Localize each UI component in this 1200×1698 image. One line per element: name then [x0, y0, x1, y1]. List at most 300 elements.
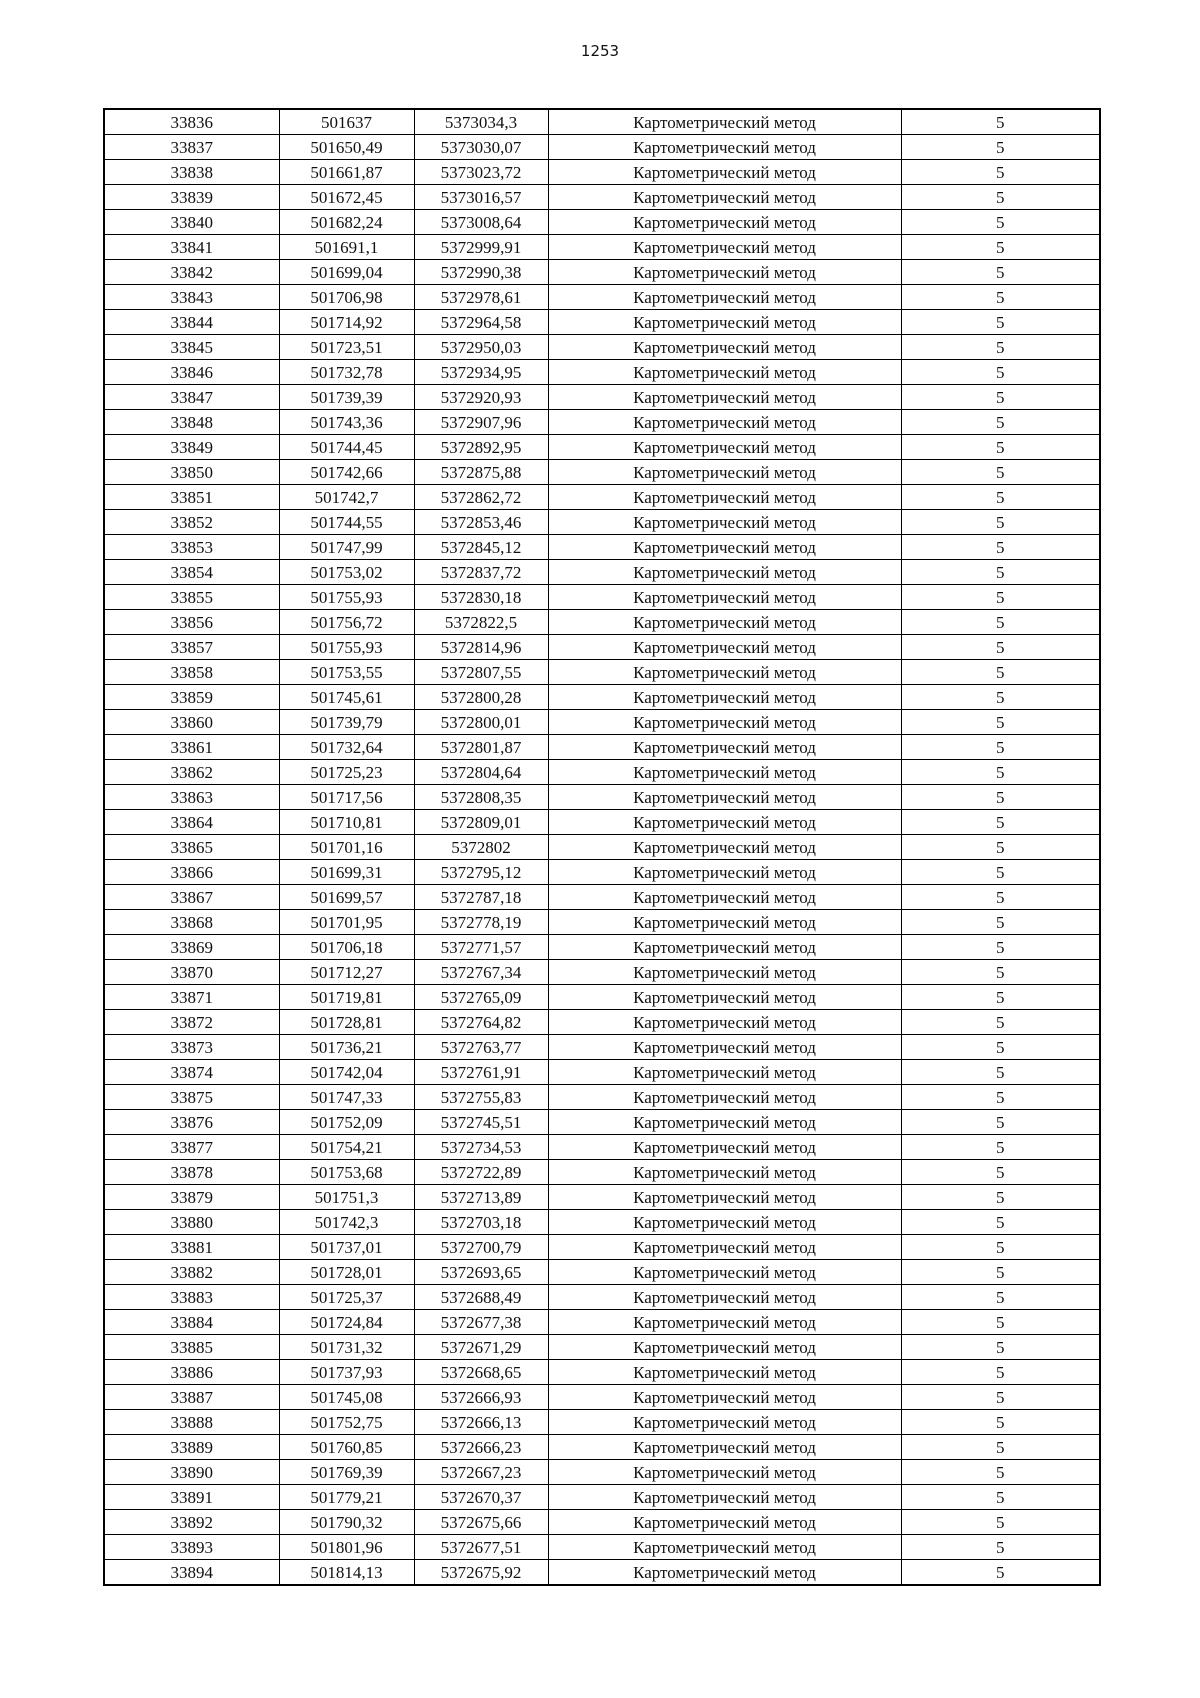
table-row: [104, 135, 1100, 160]
method-cell: Картометрический метод: [548, 735, 901, 760]
accuracy-cell: 5: [901, 385, 1100, 410]
method-cell: Картометрический метод: [548, 235, 901, 260]
y-coordinate-cell: 5372666,23: [414, 1435, 548, 1460]
y-coordinate-cell: 5372795,12: [414, 860, 548, 885]
point-number-cell: 33844: [104, 310, 279, 335]
y-coordinate-cell: 5372837,72: [414, 560, 548, 585]
point-number-cell: 33887: [104, 1385, 279, 1410]
y-coordinate-cell: 5372907,96: [414, 410, 548, 435]
method-cell: Картометрический метод: [548, 260, 901, 285]
method-cell: Картометрический метод: [548, 460, 901, 485]
x-coordinate-cell: 501743,36: [279, 410, 414, 435]
method-cell: Картометрический метод: [548, 610, 901, 635]
y-coordinate-cell: 5372761,91: [414, 1060, 548, 1085]
point-number-cell: 33877: [104, 1135, 279, 1160]
x-coordinate-cell: 501724,84: [279, 1310, 414, 1335]
y-coordinate-cell: 5372765,09: [414, 985, 548, 1010]
x-coordinate-cell: 501769,39: [279, 1460, 414, 1485]
point-number-cell: 33860: [104, 710, 279, 735]
y-coordinate-cell: 5372713,89: [414, 1185, 548, 1210]
method-cell: Картометрический метод: [548, 160, 901, 185]
table-row: [104, 535, 1100, 560]
accuracy-cell: 5: [901, 1310, 1100, 1335]
x-coordinate-cell: 501751,3: [279, 1185, 414, 1210]
point-number-cell: 33870: [104, 960, 279, 985]
y-coordinate-cell: 5372892,95: [414, 435, 548, 460]
point-number-cell: 33863: [104, 785, 279, 810]
y-coordinate-cell: 5373016,57: [414, 185, 548, 210]
x-coordinate-cell: 501755,93: [279, 635, 414, 660]
table-row: [104, 360, 1100, 385]
y-coordinate-cell: 5372671,29: [414, 1335, 548, 1360]
x-coordinate-cell: 501650,49: [279, 135, 414, 160]
point-number-cell: 33880: [104, 1210, 279, 1235]
point-number-cell: 33845: [104, 335, 279, 360]
point-number-cell: 33846: [104, 360, 279, 385]
accuracy-cell: 5: [901, 210, 1100, 235]
point-number-cell: 33843: [104, 285, 279, 310]
x-coordinate-cell: 501760,85: [279, 1435, 414, 1460]
method-cell: Картометрический метод: [548, 660, 901, 685]
point-number-cell: 33861: [104, 735, 279, 760]
table-row: [104, 1085, 1100, 1110]
method-cell: Картометрический метод: [548, 410, 901, 435]
y-coordinate-cell: 5372675,66: [414, 1510, 548, 1535]
x-coordinate-cell: 501736,21: [279, 1035, 414, 1060]
y-coordinate-cell: 5373030,07: [414, 135, 548, 160]
x-coordinate-cell: 501719,81: [279, 985, 414, 1010]
table-row: [104, 210, 1100, 235]
method-cell: Картометрический метод: [548, 1235, 901, 1260]
accuracy-cell: 5: [901, 1085, 1100, 1110]
table-row: [104, 560, 1100, 585]
point-number-cell: 33888: [104, 1410, 279, 1435]
accuracy-cell: 5: [901, 1285, 1100, 1310]
table-row: [104, 1210, 1100, 1235]
point-number-cell: 33839: [104, 185, 279, 210]
point-number-cell: 33853: [104, 535, 279, 560]
x-coordinate-cell: 501723,51: [279, 335, 414, 360]
x-coordinate-cell: 501672,45: [279, 185, 414, 210]
method-cell: Картометрический метод: [548, 1085, 901, 1110]
x-coordinate-cell: 501744,45: [279, 435, 414, 460]
method-cell: Картометрический метод: [548, 1160, 901, 1185]
point-number-cell: 33879: [104, 1185, 279, 1210]
x-coordinate-cell: 501744,55: [279, 510, 414, 535]
accuracy-cell: 5: [901, 485, 1100, 510]
x-coordinate-cell: 501745,61: [279, 685, 414, 710]
table-row: [104, 910, 1100, 935]
x-coordinate-cell: 501701,95: [279, 910, 414, 935]
table-row: [104, 160, 1100, 185]
table-row: [104, 760, 1100, 785]
y-coordinate-cell: 5372853,46: [414, 510, 548, 535]
method-cell: Картометрический метод: [548, 1410, 901, 1435]
y-coordinate-cell: 5372807,55: [414, 660, 548, 685]
point-number-cell: 33864: [104, 810, 279, 835]
point-number-cell: 33873: [104, 1035, 279, 1060]
coordinates-table: [103, 108, 1101, 1586]
accuracy-cell: 5: [901, 1010, 1100, 1035]
method-cell: Картометрический метод: [548, 1260, 901, 1285]
x-coordinate-cell: 501756,72: [279, 610, 414, 635]
accuracy-cell: 5: [901, 310, 1100, 335]
accuracy-cell: 5: [901, 1360, 1100, 1385]
point-number-cell: 33890: [104, 1460, 279, 1485]
x-coordinate-cell: 501637: [279, 109, 414, 135]
accuracy-cell: 5: [901, 285, 1100, 310]
accuracy-cell: 5: [901, 1410, 1100, 1435]
y-coordinate-cell: 5372800,01: [414, 710, 548, 735]
table-row: [104, 810, 1100, 835]
method-cell: Картометрический метод: [548, 1535, 901, 1560]
accuracy-cell: 5: [901, 1160, 1100, 1185]
table-row: [104, 885, 1100, 910]
point-number-cell: 33868: [104, 910, 279, 935]
x-coordinate-cell: 501699,04: [279, 260, 414, 285]
point-number-cell: 33878: [104, 1160, 279, 1185]
method-cell: Картометрический метод: [548, 385, 901, 410]
accuracy-cell: 5: [901, 460, 1100, 485]
y-coordinate-cell: 5372764,82: [414, 1010, 548, 1035]
accuracy-cell: 5: [901, 1110, 1100, 1135]
point-number-cell: 33840: [104, 210, 279, 235]
x-coordinate-cell: 501706,18: [279, 935, 414, 960]
method-cell: Картометрический метод: [548, 1560, 901, 1586]
point-number-cell: 33893: [104, 1535, 279, 1560]
point-number-cell: 33865: [104, 835, 279, 860]
accuracy-cell: 5: [901, 810, 1100, 835]
x-coordinate-cell: 501752,09: [279, 1110, 414, 1135]
point-number-cell: 33855: [104, 585, 279, 610]
x-coordinate-cell: 501732,64: [279, 735, 414, 760]
x-coordinate-cell: 501725,37: [279, 1285, 414, 1310]
accuracy-cell: 5: [901, 735, 1100, 760]
table-row: [104, 510, 1100, 535]
y-coordinate-cell: 5372830,18: [414, 585, 548, 610]
accuracy-cell: 5: [901, 1335, 1100, 1360]
x-coordinate-cell: 501742,3: [279, 1210, 414, 1235]
point-number-cell: 33857: [104, 635, 279, 660]
point-number-cell: 33847: [104, 385, 279, 410]
accuracy-cell: 5: [901, 1260, 1100, 1285]
y-coordinate-cell: 5372693,65: [414, 1260, 548, 1285]
x-coordinate-cell: 501701,16: [279, 835, 414, 860]
method-cell: Картометрический метод: [548, 1435, 901, 1460]
accuracy-cell: 5: [901, 1135, 1100, 1160]
accuracy-cell: 5: [901, 1435, 1100, 1460]
accuracy-cell: 5: [901, 710, 1100, 735]
y-coordinate-cell: 5372677,51: [414, 1535, 548, 1560]
accuracy-cell: 5: [901, 635, 1100, 660]
y-coordinate-cell: 5372666,13: [414, 1410, 548, 1435]
point-number-cell: 33881: [104, 1235, 279, 1260]
y-coordinate-cell: 5372809,01: [414, 810, 548, 835]
y-coordinate-cell: 5372822,5: [414, 610, 548, 635]
table-row: [104, 1560, 1100, 1586]
y-coordinate-cell: 5373034,3: [414, 109, 548, 135]
x-coordinate-cell: 501801,96: [279, 1535, 414, 1560]
table-row: [104, 260, 1100, 285]
y-coordinate-cell: 5372722,89: [414, 1160, 548, 1185]
x-coordinate-cell: 501739,39: [279, 385, 414, 410]
y-coordinate-cell: 5373023,72: [414, 160, 548, 185]
point-number-cell: 33884: [104, 1310, 279, 1335]
table-row: [104, 860, 1100, 885]
accuracy-cell: 5: [901, 1535, 1100, 1560]
x-coordinate-cell: 501752,75: [279, 1410, 414, 1435]
table-row: [104, 1060, 1100, 1085]
table-row: [104, 109, 1100, 135]
point-number-cell: 33891: [104, 1485, 279, 1510]
accuracy-cell: 5: [901, 610, 1100, 635]
table-row: [104, 1110, 1100, 1135]
point-number-cell: 33838: [104, 160, 279, 185]
x-coordinate-cell: 501814,13: [279, 1560, 414, 1586]
accuracy-cell: 5: [901, 1460, 1100, 1485]
point-number-cell: 33875: [104, 1085, 279, 1110]
method-cell: Картометрический метод: [548, 1460, 901, 1485]
table-row: [104, 410, 1100, 435]
point-number-cell: 33894: [104, 1560, 279, 1586]
point-number-cell: 33851: [104, 485, 279, 510]
table-row: [104, 1010, 1100, 1035]
accuracy-cell: 5: [901, 985, 1100, 1010]
y-coordinate-cell: 5372920,93: [414, 385, 548, 410]
point-number-cell: 33849: [104, 435, 279, 460]
x-coordinate-cell: 501737,01: [279, 1235, 414, 1260]
accuracy-cell: 5: [901, 185, 1100, 210]
accuracy-cell: 5: [901, 585, 1100, 610]
point-number-cell: 33885: [104, 1335, 279, 1360]
y-coordinate-cell: 5372666,93: [414, 1385, 548, 1410]
point-number-cell: 33856: [104, 610, 279, 635]
x-coordinate-cell: 501661,87: [279, 160, 414, 185]
table-row: [104, 435, 1100, 460]
point-number-cell: 33836: [104, 109, 279, 135]
accuracy-cell: 5: [901, 1060, 1100, 1085]
table-row: [104, 785, 1100, 810]
accuracy-cell: 5: [901, 935, 1100, 960]
y-coordinate-cell: 5372978,61: [414, 285, 548, 310]
table-row: [104, 385, 1100, 410]
method-cell: Картометрический метод: [548, 685, 901, 710]
method-cell: Картометрический метод: [548, 935, 901, 960]
table-row: [104, 710, 1100, 735]
method-cell: Картометрический метод: [548, 109, 901, 135]
x-coordinate-cell: 501779,21: [279, 1485, 414, 1510]
y-coordinate-cell: 5373008,64: [414, 210, 548, 235]
method-cell: Картометрический метод: [548, 1010, 901, 1035]
accuracy-cell: 5: [901, 1235, 1100, 1260]
table-row: [104, 1535, 1100, 1560]
point-number-cell: 33872: [104, 1010, 279, 1035]
point-number-cell: 33889: [104, 1435, 279, 1460]
table-row: [104, 1260, 1100, 1285]
y-coordinate-cell: 5372767,34: [414, 960, 548, 985]
y-coordinate-cell: 5372950,03: [414, 335, 548, 360]
accuracy-cell: 5: [901, 885, 1100, 910]
x-coordinate-cell: 501682,24: [279, 210, 414, 235]
method-cell: Картометрический метод: [548, 635, 901, 660]
method-cell: Картометрический метод: [548, 960, 901, 985]
point-number-cell: 33886: [104, 1360, 279, 1385]
accuracy-cell: 5: [901, 1185, 1100, 1210]
method-cell: Картометрический метод: [548, 560, 901, 585]
y-coordinate-cell: 5372688,49: [414, 1285, 548, 1310]
x-coordinate-cell: 501739,79: [279, 710, 414, 735]
x-coordinate-cell: 501737,93: [279, 1360, 414, 1385]
accuracy-cell: 5: [901, 435, 1100, 460]
accuracy-cell: 5: [901, 910, 1100, 935]
accuracy-cell: 5: [901, 510, 1100, 535]
x-coordinate-cell: 501754,21: [279, 1135, 414, 1160]
x-coordinate-cell: 501731,32: [279, 1335, 414, 1360]
method-cell: Картометрический метод: [548, 860, 901, 885]
method-cell: Картометрический метод: [548, 835, 901, 860]
table-row: [104, 1160, 1100, 1185]
y-coordinate-cell: 5372800,28: [414, 685, 548, 710]
method-cell: Картометрический метод: [548, 785, 901, 810]
y-coordinate-cell: 5372964,58: [414, 310, 548, 335]
y-coordinate-cell: 5372808,35: [414, 785, 548, 810]
table-row: [104, 1435, 1100, 1460]
accuracy-cell: 5: [901, 685, 1100, 710]
accuracy-cell: 5: [901, 660, 1100, 685]
page-number: 1253: [580, 42, 620, 60]
table-row: [104, 235, 1100, 260]
table-row: [104, 1460, 1100, 1485]
accuracy-cell: 5: [901, 135, 1100, 160]
method-cell: Картометрический метод: [548, 1110, 901, 1135]
point-number-cell: 33842: [104, 260, 279, 285]
point-number-cell: 33852: [104, 510, 279, 535]
method-cell: Картометрический метод: [548, 485, 901, 510]
accuracy-cell: 5: [901, 785, 1100, 810]
accuracy-cell: 5: [901, 335, 1100, 360]
table-row: [104, 1335, 1100, 1360]
point-number-cell: 33869: [104, 935, 279, 960]
x-coordinate-cell: 501747,33: [279, 1085, 414, 1110]
point-number-cell: 33892: [104, 1510, 279, 1535]
x-coordinate-cell: 501728,01: [279, 1260, 414, 1285]
method-cell: Картометрический метод: [548, 710, 901, 735]
y-coordinate-cell: 5372801,87: [414, 735, 548, 760]
method-cell: Картометрический метод: [548, 985, 901, 1010]
point-number-cell: 33866: [104, 860, 279, 885]
table-row: [104, 1385, 1100, 1410]
method-cell: Картометрический метод: [548, 885, 901, 910]
y-coordinate-cell: 5372745,51: [414, 1110, 548, 1135]
accuracy-cell: 5: [901, 235, 1100, 260]
method-cell: Картометрический метод: [548, 360, 901, 385]
method-cell: Картометрический метод: [548, 1285, 901, 1310]
x-coordinate-cell: 501699,31: [279, 860, 414, 885]
table-row: [104, 735, 1100, 760]
accuracy-cell: 5: [901, 1210, 1100, 1235]
method-cell: Картометрический метод: [548, 1035, 901, 1060]
y-coordinate-cell: 5372667,23: [414, 1460, 548, 1485]
x-coordinate-cell: 501725,23: [279, 760, 414, 785]
point-number-cell: 33876: [104, 1110, 279, 1135]
accuracy-cell: 5: [901, 760, 1100, 785]
y-coordinate-cell: 5372875,88: [414, 460, 548, 485]
table-row: [104, 660, 1100, 685]
y-coordinate-cell: 5372700,79: [414, 1235, 548, 1260]
method-cell: Картометрический метод: [548, 435, 901, 460]
point-number-cell: 33862: [104, 760, 279, 785]
point-number-cell: 33874: [104, 1060, 279, 1085]
y-coordinate-cell: 5372845,12: [414, 535, 548, 560]
x-coordinate-cell: 501710,81: [279, 810, 414, 835]
method-cell: Картометрический метод: [548, 535, 901, 560]
y-coordinate-cell: 5372934,95: [414, 360, 548, 385]
x-coordinate-cell: 501753,02: [279, 560, 414, 585]
y-coordinate-cell: 5372675,92: [414, 1560, 548, 1586]
x-coordinate-cell: 501699,57: [279, 885, 414, 910]
method-cell: Картометрический метод: [548, 210, 901, 235]
accuracy-cell: 5: [901, 960, 1100, 985]
table-row: [104, 610, 1100, 635]
x-coordinate-cell: 501717,56: [279, 785, 414, 810]
table-row: [104, 185, 1100, 210]
method-cell: Картометрический метод: [548, 510, 901, 535]
method-cell: Картометрический метод: [548, 1060, 901, 1085]
accuracy-cell: 5: [901, 1560, 1100, 1586]
point-number-cell: 33854: [104, 560, 279, 585]
table-row: [104, 685, 1100, 710]
method-cell: Картометрический метод: [548, 135, 901, 160]
point-number-cell: 33848: [104, 410, 279, 435]
y-coordinate-cell: 5372703,18: [414, 1210, 548, 1235]
x-coordinate-cell: 501706,98: [279, 285, 414, 310]
accuracy-cell: 5: [901, 1485, 1100, 1510]
accuracy-cell: 5: [901, 410, 1100, 435]
accuracy-cell: 5: [901, 360, 1100, 385]
accuracy-cell: 5: [901, 1035, 1100, 1060]
accuracy-cell: 5: [901, 1385, 1100, 1410]
coordinates-table-body: [104, 109, 1100, 1585]
table-row: [104, 310, 1100, 335]
table-row: [104, 1410, 1100, 1435]
y-coordinate-cell: 5372755,83: [414, 1085, 548, 1110]
table-row: [104, 460, 1100, 485]
method-cell: Картометрический метод: [548, 760, 901, 785]
point-number-cell: 33850: [104, 460, 279, 485]
y-coordinate-cell: 5372990,38: [414, 260, 548, 285]
method-cell: Картометрический метод: [548, 1385, 901, 1410]
table-row: [104, 335, 1100, 360]
x-coordinate-cell: 501745,08: [279, 1385, 414, 1410]
x-coordinate-cell: 501742,66: [279, 460, 414, 485]
table-row: [104, 1360, 1100, 1385]
x-coordinate-cell: 501691,1: [279, 235, 414, 260]
y-coordinate-cell: 5372763,77: [414, 1035, 548, 1060]
y-coordinate-cell: 5372677,38: [414, 1310, 548, 1335]
table-row: [104, 1510, 1100, 1535]
method-cell: Картометрический метод: [548, 1210, 901, 1235]
y-coordinate-cell: 5372670,37: [414, 1485, 548, 1510]
method-cell: Картометрический метод: [548, 1185, 901, 1210]
point-number-cell: 33858: [104, 660, 279, 685]
accuracy-cell: 5: [901, 260, 1100, 285]
method-cell: Картометрический метод: [548, 310, 901, 335]
accuracy-cell: 5: [901, 535, 1100, 560]
y-coordinate-cell: 5372668,65: [414, 1360, 548, 1385]
table-row: [104, 485, 1100, 510]
method-cell: Картометрический метод: [548, 1135, 901, 1160]
point-number-cell: 33867: [104, 885, 279, 910]
